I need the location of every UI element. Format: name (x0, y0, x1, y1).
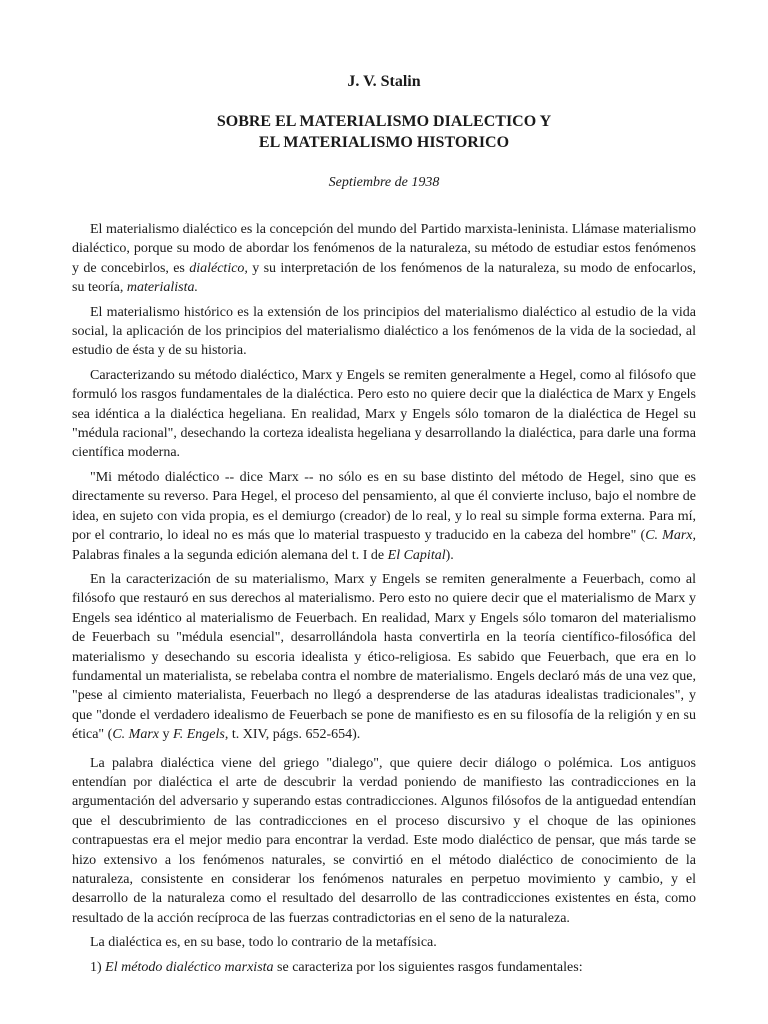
document-body (72, 220, 696, 977)
paragraph-3: Caracterizando su método dialéctico, Marx y Engels se remiten generalmente a Hegel, como al filósofo que formuló los rasgos fundamentales de la dialéctica. Pero esto no quiere decir que la dialéctica de Marx y Engels sea idéntica a la dialéctica hegeliana. En realidad, Marx y Engels sólo tomaron de la dialéctica de Hegel su "médula racional", desechando la corteza idealista hegeliana y desarrollando la dialéctica, para darle una forma científica moderna. (72, 367, 696, 461)
paragraph-5-citation-marx: C. Marx (112, 727, 159, 743)
paragraph-6: La palabra dialéctica viene del griego "dialego", que quiere decir diálogo o polémica. Los antiguos entendían por dialéctica el arte de descubrir la verdad poniendo de manifiesto las contradicciones en la argumentación del adversario y superando estas contradicciones. Algunos filósofos de la antiguedad entendían que el descubrimiento de las contradicciones en el proceso discursivo y el choque de las opiniones contrapuestas era el mejor medio para encontrar la verdad. Este modo dialéctico de pensar, que más tarde se hizo extensivo a los fenómenos naturales, se convirtió en el método dialéctico de conocimiento de la naturaleza, consistente en considerar los fenómenos naturales en perpetuo movimiento y cambio, y el desarrollo de la naturaleza como el resultado del desarrollo de las contradicciones existentes en ésta, como resultado de la acción recíproca de las fuerzas contradictorias en el seno de la naturaleza. (72, 755, 696, 926)
paragraph-1 (72, 220, 696, 298)
paragraph-4-citation-marx: C. Marx, (645, 528, 696, 544)
paragraph-5-and: y (158, 727, 173, 743)
document-title (72, 111, 696, 153)
paragraph-1-text-a: El materialismo dialéctico es la concepción del mundo del Partido marxista-leninista. Llámase materialismo dialéctico, porque su modo de abordar los fenómenos de la naturaleza, su método de estudiar estos fenómenos y de concebirlos, es (72, 222, 696, 276)
paragraph-1-emphasis-materialista: materialista. (126, 280, 198, 296)
paragraph-1-emphasis-dialectico: dialéctico, (189, 260, 248, 276)
paragraph-2: El materialismo histórico es la extensión de los principios del materialismo dialéctico al estudio de la vida social, la aplicación de los principios del materialismo dialéctico a los fenómenos de la vida de la sociedad, al estudio de ésta y de su historia. (72, 304, 696, 359)
author-name: J. V. Stalin (347, 73, 421, 90)
paragraph-7: La dialéctica es, en su base, todo lo contrario de la metafísica. (90, 935, 437, 951)
paragraph-4-citation-text: Palabras finales a la segunda edición alemana del t. I de (72, 547, 388, 563)
paragraph-5-close: , t. XIV, págs. 652-654). (224, 727, 361, 743)
paragraph-4-citation-capital: El Capital (387, 547, 446, 563)
paragraph-4-close: ). (445, 547, 454, 563)
paragraph-8-number: 1) (90, 959, 106, 975)
title-line-2: EL MATERIALISMO HISTORICO (258, 134, 510, 151)
paragraph-5 (72, 570, 696, 745)
paragraph-5-text: En la caracterización de su materialismo, Marx y Engels se remiten generalmente a Feuerbach, como al filósofo que restauró en sus derechos al materialismo. Pero esto no quiere decir que el materialismo de Marx y Engels sea idéntico al materialismo de Feuerbach. En realidad, Marx y Engels sólo tomaron del materialismo de Feuerbach su "médula esencial", desarrollándola hasta convertirla en la teoría científico-filosófica del materialismo y desechando su escoria idealista y ético-religiosa. Es sabido que Feuerbach, que era en lo fundamental un materialista, se rebelaba contra el nombre de materialismo. Engels declaró más de una vez que, "pese al cimiento materialista, Feuerbach no llegó a desprenderse de las ataduras idealistas tradicionales", y que "donde el verdadero idealismo de Feuerbach se pone de manifiesto es en su filosofía de la religión y en su ética" ( (72, 571, 696, 743)
paragraph-8-emphasis: El método dialéctico marxista (105, 959, 274, 975)
paragraph-5-citation-engels: F. Engels (172, 727, 225, 743)
paragraph-8 (72, 958, 696, 977)
paragraph-1-text-c: y su interpretación de los fenómenos de la naturaleza, su modo de enfocarlos, su teoría, (72, 260, 696, 296)
paragraph-8-text: se caracteriza por los siguientes rasgos fundamentales: (273, 959, 583, 975)
title-line-1: SOBRE EL MATERIALISMO DIALECTICO Y (216, 113, 552, 130)
document-date: Septiembre de 1938 (328, 175, 440, 190)
paragraph-4 (72, 468, 696, 565)
paragraph-4-quote: "Mi método dialéctico -- dice Marx -- no sólo es en su base distinto del método de Hegel, sino que es directamente su reverso. Para Hegel, el proceso del pensamiento, al que él convierte incluso, bajo el nombre de idea, en sujeto con vida propia, es el demiurgo (creador) de lo real, y lo real su simple forma externa. Para mí, por el contrario, lo ideal no es más que lo material traspuesto y traducido en la cabeza del hombre" ( (72, 469, 696, 544)
